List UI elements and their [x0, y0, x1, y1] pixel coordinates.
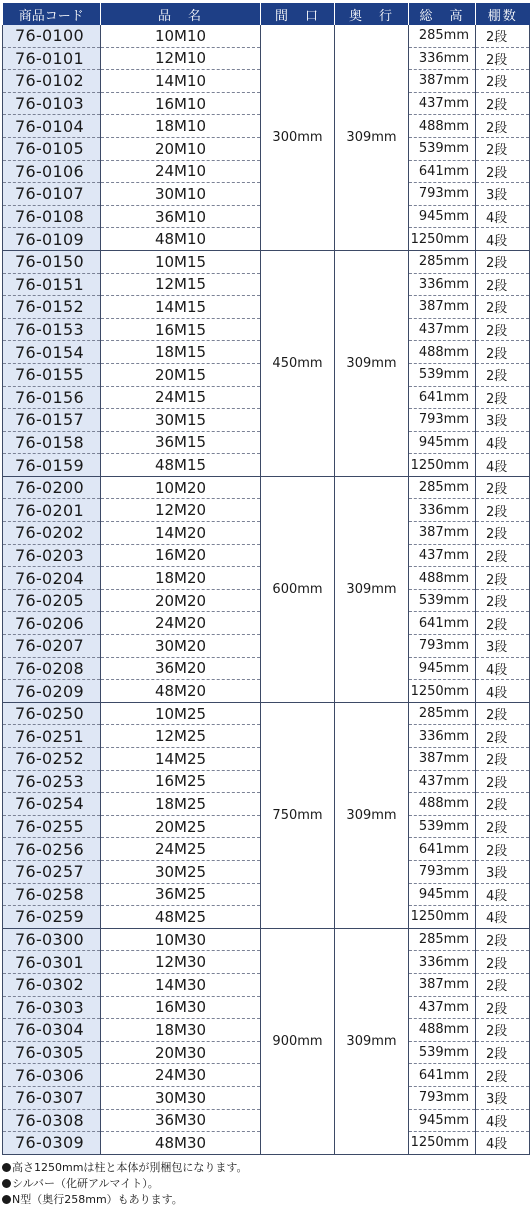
product-name: 12M30: [101, 951, 261, 974]
product-name: 18M10: [101, 115, 261, 138]
product-name: 24M25: [101, 838, 261, 861]
product-code: 76-0203: [3, 544, 101, 567]
shelf-count: 2段: [476, 996, 530, 1019]
depth-value: 309mm: [335, 250, 409, 476]
shelf-count: 2段: [476, 296, 530, 319]
product-code: 76-0251: [3, 725, 101, 748]
table-row: [3, 928, 530, 951]
product-name: 18M25: [101, 793, 261, 816]
total-height: 488mm: [409, 115, 476, 138]
product-code: 76-0109: [3, 228, 101, 251]
shelf-count: 2段: [476, 137, 530, 160]
product-name: 18M20: [101, 567, 261, 590]
total-height: 387mm: [409, 973, 476, 996]
total-height: 437mm: [409, 318, 476, 341]
total-height: 1250mm: [409, 228, 476, 251]
table-row: [3, 702, 530, 725]
total-height: 285mm: [409, 928, 476, 951]
product-name: 30M10: [101, 183, 261, 206]
product-name: 10M15: [101, 250, 261, 273]
total-height: 336mm: [409, 499, 476, 522]
product-name: 24M30: [101, 1064, 261, 1087]
shelf-count: 2段: [476, 92, 530, 115]
product-code: 76-0157: [3, 409, 101, 432]
table-body: [3, 25, 530, 1154]
shelf-count: 2段: [476, 544, 530, 567]
total-height: 539mm: [409, 1041, 476, 1064]
total-height: 285mm: [409, 476, 476, 499]
header-product-name: 品 名: [101, 3, 261, 25]
product-code: 76-0155: [3, 363, 101, 386]
shelf-count: 2段: [476, 115, 530, 138]
product-name: 24M10: [101, 160, 261, 183]
shelf-count: 2段: [476, 522, 530, 545]
product-code: 76-0153: [3, 318, 101, 341]
product-code: 76-0200: [3, 476, 101, 499]
total-height: 437mm: [409, 544, 476, 567]
bullet-icon: [2, 1163, 11, 1172]
product-code: 76-0204: [3, 567, 101, 590]
shelf-count: 2段: [476, 363, 530, 386]
shelf-count: 3段: [476, 409, 530, 432]
product-name: 48M10: [101, 228, 261, 251]
product-name: 14M15: [101, 296, 261, 319]
product-code: 76-0304: [3, 1019, 101, 1042]
shelf-count: 3段: [476, 183, 530, 206]
product-code: 76-0255: [3, 815, 101, 838]
product-code: 76-0306: [3, 1064, 101, 1087]
total-height: 641mm: [409, 160, 476, 183]
product-code: 76-0154: [3, 341, 101, 364]
product-name: 20M10: [101, 137, 261, 160]
total-height: 793mm: [409, 183, 476, 206]
total-height: 387mm: [409, 70, 476, 93]
table-row: [3, 250, 530, 273]
total-height: 945mm: [409, 431, 476, 454]
total-height: 387mm: [409, 522, 476, 545]
product-code: 76-0258: [3, 883, 101, 906]
total-height: 539mm: [409, 815, 476, 838]
shelf-count: 2段: [476, 386, 530, 409]
header-width: 間 口: [261, 3, 335, 25]
product-name: 20M30: [101, 1041, 261, 1064]
shelf-count: 4段: [476, 454, 530, 477]
total-height: 1250mm: [409, 906, 476, 929]
product-code: 76-0309: [3, 1132, 101, 1155]
product-code: 76-0209: [3, 680, 101, 703]
shelf-count: 4段: [476, 657, 530, 680]
total-height: 1250mm: [409, 454, 476, 477]
shelf-count: 2段: [476, 1019, 530, 1042]
product-code: 76-0253: [3, 770, 101, 793]
shelf-count: 2段: [476, 815, 530, 838]
shelf-count: 2段: [476, 1064, 530, 1087]
product-name: 24M15: [101, 386, 261, 409]
shelf-count: 4段: [476, 1109, 530, 1132]
shelf-count: 2段: [476, 499, 530, 522]
note-text: N型（奥行258mm）もあります。: [12, 1193, 183, 1206]
note-text: 高さ1250mmは柱と本体が別梱包になります。: [12, 1161, 248, 1174]
header-row: [3, 3, 530, 25]
shelf-count: 2段: [476, 612, 530, 635]
total-height: 539mm: [409, 589, 476, 612]
product-code: 76-0257: [3, 860, 101, 883]
product-code: 76-0156: [3, 386, 101, 409]
depth-value: 309mm: [335, 476, 409, 702]
total-height: 539mm: [409, 137, 476, 160]
shelf-count: 2段: [476, 70, 530, 93]
product-name: 16M15: [101, 318, 261, 341]
total-height: 488mm: [409, 341, 476, 364]
header-shelf-count: 棚数: [476, 3, 530, 25]
product-code: 76-0151: [3, 273, 101, 296]
product-name: 14M20: [101, 522, 261, 545]
total-height: 285mm: [409, 702, 476, 725]
shelf-count: 4段: [476, 906, 530, 929]
width-value: 300mm: [261, 25, 335, 250]
depth-value: 309mm: [335, 928, 409, 1154]
total-height: 945mm: [409, 1109, 476, 1132]
total-height: 945mm: [409, 883, 476, 906]
shelf-count: 2段: [476, 838, 530, 861]
total-height: 793mm: [409, 409, 476, 432]
shelf-count: 2段: [476, 973, 530, 996]
product-code: 76-0303: [3, 996, 101, 1019]
product-name: 16M20: [101, 544, 261, 567]
product-code: 76-0107: [3, 183, 101, 206]
product-name: 36M15: [101, 431, 261, 454]
shelf-count: 2段: [476, 341, 530, 364]
shelf-count: 2段: [476, 250, 530, 273]
product-code: 76-0254: [3, 793, 101, 816]
shelf-count: 2段: [476, 770, 530, 793]
total-height: 437mm: [409, 770, 476, 793]
product-name: 20M15: [101, 363, 261, 386]
total-height: 336mm: [409, 725, 476, 748]
product-code: 76-0150: [3, 250, 101, 273]
note-n-type: [2, 1192, 528, 1208]
product-name: 30M15: [101, 409, 261, 432]
header-product-code: 商品コード: [3, 3, 101, 25]
shelf-count: 2段: [476, 951, 530, 974]
note-color: [2, 1176, 528, 1192]
shelf-count: 3段: [476, 860, 530, 883]
product-name: 12M15: [101, 273, 261, 296]
product-code: 76-0302: [3, 973, 101, 996]
shelf-count: 2段: [476, 160, 530, 183]
product-code: 76-0252: [3, 748, 101, 771]
total-height: 437mm: [409, 92, 476, 115]
product-name: 14M10: [101, 70, 261, 93]
total-height: 539mm: [409, 363, 476, 386]
total-height: 488mm: [409, 1019, 476, 1042]
depth-value: 309mm: [335, 702, 409, 928]
total-height: 488mm: [409, 567, 476, 590]
header-total-height: 総 高: [409, 3, 476, 25]
product-code: 76-0259: [3, 906, 101, 929]
shelf-count: 4段: [476, 205, 530, 228]
depth-value: 309mm: [335, 25, 409, 250]
product-code: 76-0301: [3, 951, 101, 974]
shelf-count: 2段: [476, 567, 530, 590]
product-name: 30M20: [101, 635, 261, 658]
product-code: 76-0108: [3, 205, 101, 228]
product-name: 48M25: [101, 906, 261, 929]
product-code: 76-0106: [3, 160, 101, 183]
product-name: 36M25: [101, 883, 261, 906]
product-name: 10M25: [101, 702, 261, 725]
product-name: 14M30: [101, 973, 261, 996]
shelf-count: 4段: [476, 228, 530, 251]
shelf-count: 2段: [476, 928, 530, 951]
product-code: 76-0256: [3, 838, 101, 861]
product-name: 12M25: [101, 725, 261, 748]
product-spec-table: [2, 3, 530, 1155]
total-height: 641mm: [409, 1064, 476, 1087]
total-height: 285mm: [409, 250, 476, 273]
product-code: 76-0104: [3, 115, 101, 138]
product-code: 76-0201: [3, 499, 101, 522]
shelf-count: 4段: [476, 883, 530, 906]
shelf-count: 2段: [476, 589, 530, 612]
shelf-count: 2段: [476, 47, 530, 70]
shelf-count: 4段: [476, 431, 530, 454]
table-row: [3, 25, 530, 47]
product-name: 10M10: [101, 25, 261, 47]
width-value: 450mm: [261, 250, 335, 476]
total-height: 945mm: [409, 657, 476, 680]
product-name: 48M20: [101, 680, 261, 703]
product-name: 16M10: [101, 92, 261, 115]
total-height: 793mm: [409, 635, 476, 658]
product-code: 76-0100: [3, 25, 101, 47]
total-height: 641mm: [409, 838, 476, 861]
total-height: 1250mm: [409, 1132, 476, 1155]
product-code: 76-0206: [3, 612, 101, 635]
note-separate-packaging: [2, 1160, 528, 1176]
product-code: 76-0308: [3, 1109, 101, 1132]
total-height: 387mm: [409, 748, 476, 771]
product-code: 76-0305: [3, 1041, 101, 1064]
shelf-count: 2段: [476, 1041, 530, 1064]
product-name: 20M20: [101, 589, 261, 612]
product-code: 76-0101: [3, 47, 101, 70]
shelf-count: 3段: [476, 1086, 530, 1109]
product-code: 76-0250: [3, 702, 101, 725]
table-row: [3, 476, 530, 499]
total-height: 488mm: [409, 793, 476, 816]
shelf-count: 2段: [476, 702, 530, 725]
total-height: 387mm: [409, 296, 476, 319]
total-height: 641mm: [409, 612, 476, 635]
product-name: 16M25: [101, 770, 261, 793]
total-height: 336mm: [409, 47, 476, 70]
header-depth: 奥 行: [335, 3, 409, 25]
product-name: 30M25: [101, 860, 261, 883]
product-name: 24M20: [101, 612, 261, 635]
product-code: 76-0307: [3, 1086, 101, 1109]
product-name: 12M10: [101, 47, 261, 70]
total-height: 336mm: [409, 273, 476, 296]
total-height: 945mm: [409, 205, 476, 228]
product-name: 36M10: [101, 205, 261, 228]
product-name: 30M30: [101, 1086, 261, 1109]
product-code: 76-0103: [3, 92, 101, 115]
notes: [2, 1160, 528, 1208]
product-code: 76-0202: [3, 522, 101, 545]
shelf-count: 3段: [476, 635, 530, 658]
product-name: 10M20: [101, 476, 261, 499]
product-name: 48M30: [101, 1132, 261, 1155]
product-code: 76-0152: [3, 296, 101, 319]
product-code: 76-0105: [3, 137, 101, 160]
shelf-count: 2段: [476, 793, 530, 816]
total-height: 285mm: [409, 25, 476, 47]
product-code: 76-0159: [3, 454, 101, 477]
product-name: 48M15: [101, 454, 261, 477]
width-value: 600mm: [261, 476, 335, 702]
product-code: 76-0205: [3, 589, 101, 612]
product-name: 16M30: [101, 996, 261, 1019]
width-value: 900mm: [261, 928, 335, 1154]
bullet-icon: [2, 1179, 11, 1188]
product-code: 76-0102: [3, 70, 101, 93]
shelf-count: 2段: [476, 273, 530, 296]
total-height: 793mm: [409, 860, 476, 883]
product-code: 76-0208: [3, 657, 101, 680]
product-code: 76-0207: [3, 635, 101, 658]
product-name: 18M30: [101, 1019, 261, 1042]
width-value: 750mm: [261, 702, 335, 928]
product-name: 36M30: [101, 1109, 261, 1132]
shelf-count: 2段: [476, 748, 530, 771]
note-text: シルバー（化研アルマイト）。: [12, 1177, 159, 1190]
shelf-count: 4段: [476, 680, 530, 703]
product-name: 18M15: [101, 341, 261, 364]
total-height: 437mm: [409, 996, 476, 1019]
shelf-count: 2段: [476, 318, 530, 341]
shelf-count: 2段: [476, 725, 530, 748]
total-height: 1250mm: [409, 680, 476, 703]
bullet-icon: [2, 1195, 11, 1204]
product-name: 36M20: [101, 657, 261, 680]
total-height: 793mm: [409, 1086, 476, 1109]
shelf-count: 4段: [476, 1132, 530, 1155]
product-name: 10M30: [101, 928, 261, 951]
product-code: 76-0158: [3, 431, 101, 454]
product-name: 20M25: [101, 815, 261, 838]
shelf-count: 2段: [476, 25, 530, 47]
product-name: 12M20: [101, 499, 261, 522]
total-height: 641mm: [409, 386, 476, 409]
product-name: 14M25: [101, 748, 261, 771]
total-height: 336mm: [409, 951, 476, 974]
product-code: 76-0300: [3, 928, 101, 951]
shelf-count: 2段: [476, 476, 530, 499]
